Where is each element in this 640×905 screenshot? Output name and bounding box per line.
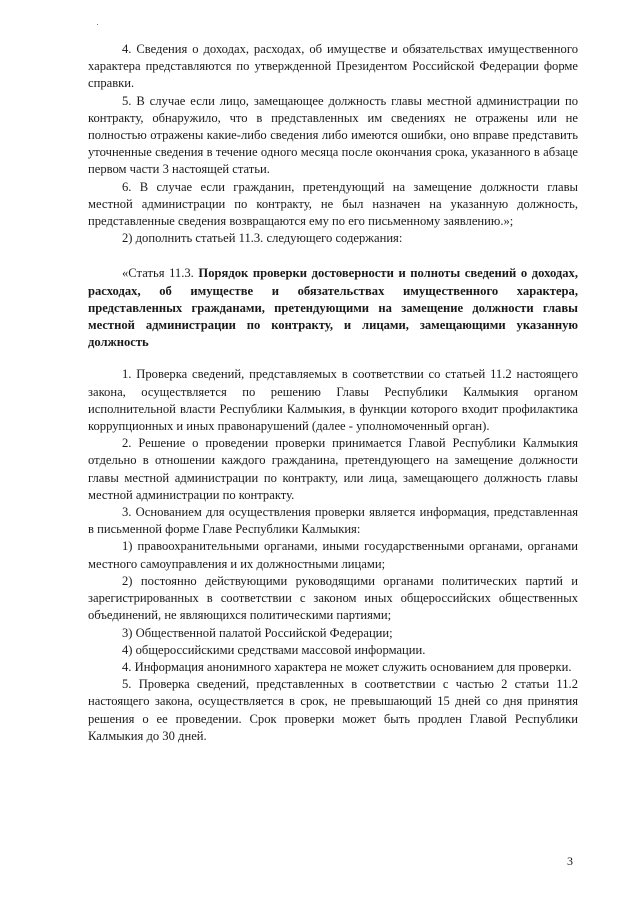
article-subitem-1: 1) правоохранительными органами, иными государственными органами, органами местного самоуправления и их должностными лицами; (88, 539, 578, 571)
page-number: 3 (567, 854, 573, 868)
paragraph-item-4: 4. Сведения о доходах, расходах, об имуществе и обязательствах имущественного характера представляются по утвержденной Президентом Российской Федерации форме справки. (88, 42, 578, 91)
article-title: Порядок проверки достоверности и полноты сведений о доходах, расходах, об имуществе и обязательствах имущественного характера, представленных гражданами, претендующими на замещение должности главы местной администрации по контракту, и лицами, замещающими указанную должность (88, 266, 579, 350)
scan-speck (97, 24, 98, 25)
paragraph-item-6: 6. В случае если гражданин, претендующий на замещение должности главы местной администрации по контракту, не был назначен на указанную должность, представленные сведения возвращаются ему по его письменному заявлению.»; (88, 179, 578, 229)
article-paragraph-5: 5. Проверка сведений, представленных в соответствии с частью 2 статьи 11.2 настоящего закона, осуществляется в срок, не превышающий 15 дней со дня принятия решения о ее проведении. Срок проверки может быть продлен Главой Республики Калмыкия до 30 дней. (88, 677, 578, 743)
article-paragraph-1: 1. Проверка сведений, представляемых в соответствии со статьей 11.2 настоящего закона, осуществляется по решению Главы Республики Калмыкия органом исполнительной власти Республики Калмыкия, в функции которого входит профилактика коррупционных и иных правонарушений (далее - уполномоченный орган). (88, 367, 578, 434)
article-subitem-4: 4) общероссийскими средствами массовой информации. (122, 642, 426, 657)
document-body (88, 41, 578, 745)
article-subitem-3: 3) Общественной палатой Российской Федерации; (122, 625, 393, 640)
article-paragraph-4: 4. Информация анонимного характера не может служить основанием для проверки. (122, 659, 572, 674)
article-subitem-2: 2) постоянно действующими руководящими органами политических партий и зарегистрированных в соответствии с законом иных общероссийских общественных объединений, не являющихся политическими партиями; (88, 573, 578, 623)
article-paragraph-3: 3. Основанием для осуществления проверки является информация, представленная в письменной форме Главе Республики Калмыкия: (88, 505, 578, 537)
article-heading (88, 265, 578, 351)
amendment-line: 2) дополнить статьей 11.3. следующего содержания: (122, 231, 403, 246)
paragraph-item-5: 5. В случае если лицо, замещающее должность главы местной администрации по контракту, обнаружило, что в представленных им сведениях не отражены или не полностью отражены какие-либо сведения либо имеются ошибки, оно вправе представить уточненные сведения в течение одного месяца после окончания срока, указанного в абзаце первом части 3 настоящей статьи. (88, 93, 578, 177)
article-paragraph-2: 2. Решение о проведении проверки принимается Главой Республики Калмыкия отдельно в отношении каждого гражданина, претендующего на замещение должности главы местной администрации по контракту, или лица, замещающего должность главы местной администрации по контракту. (88, 436, 578, 502)
article-prefix: «Статья 11.3. (122, 266, 199, 281)
